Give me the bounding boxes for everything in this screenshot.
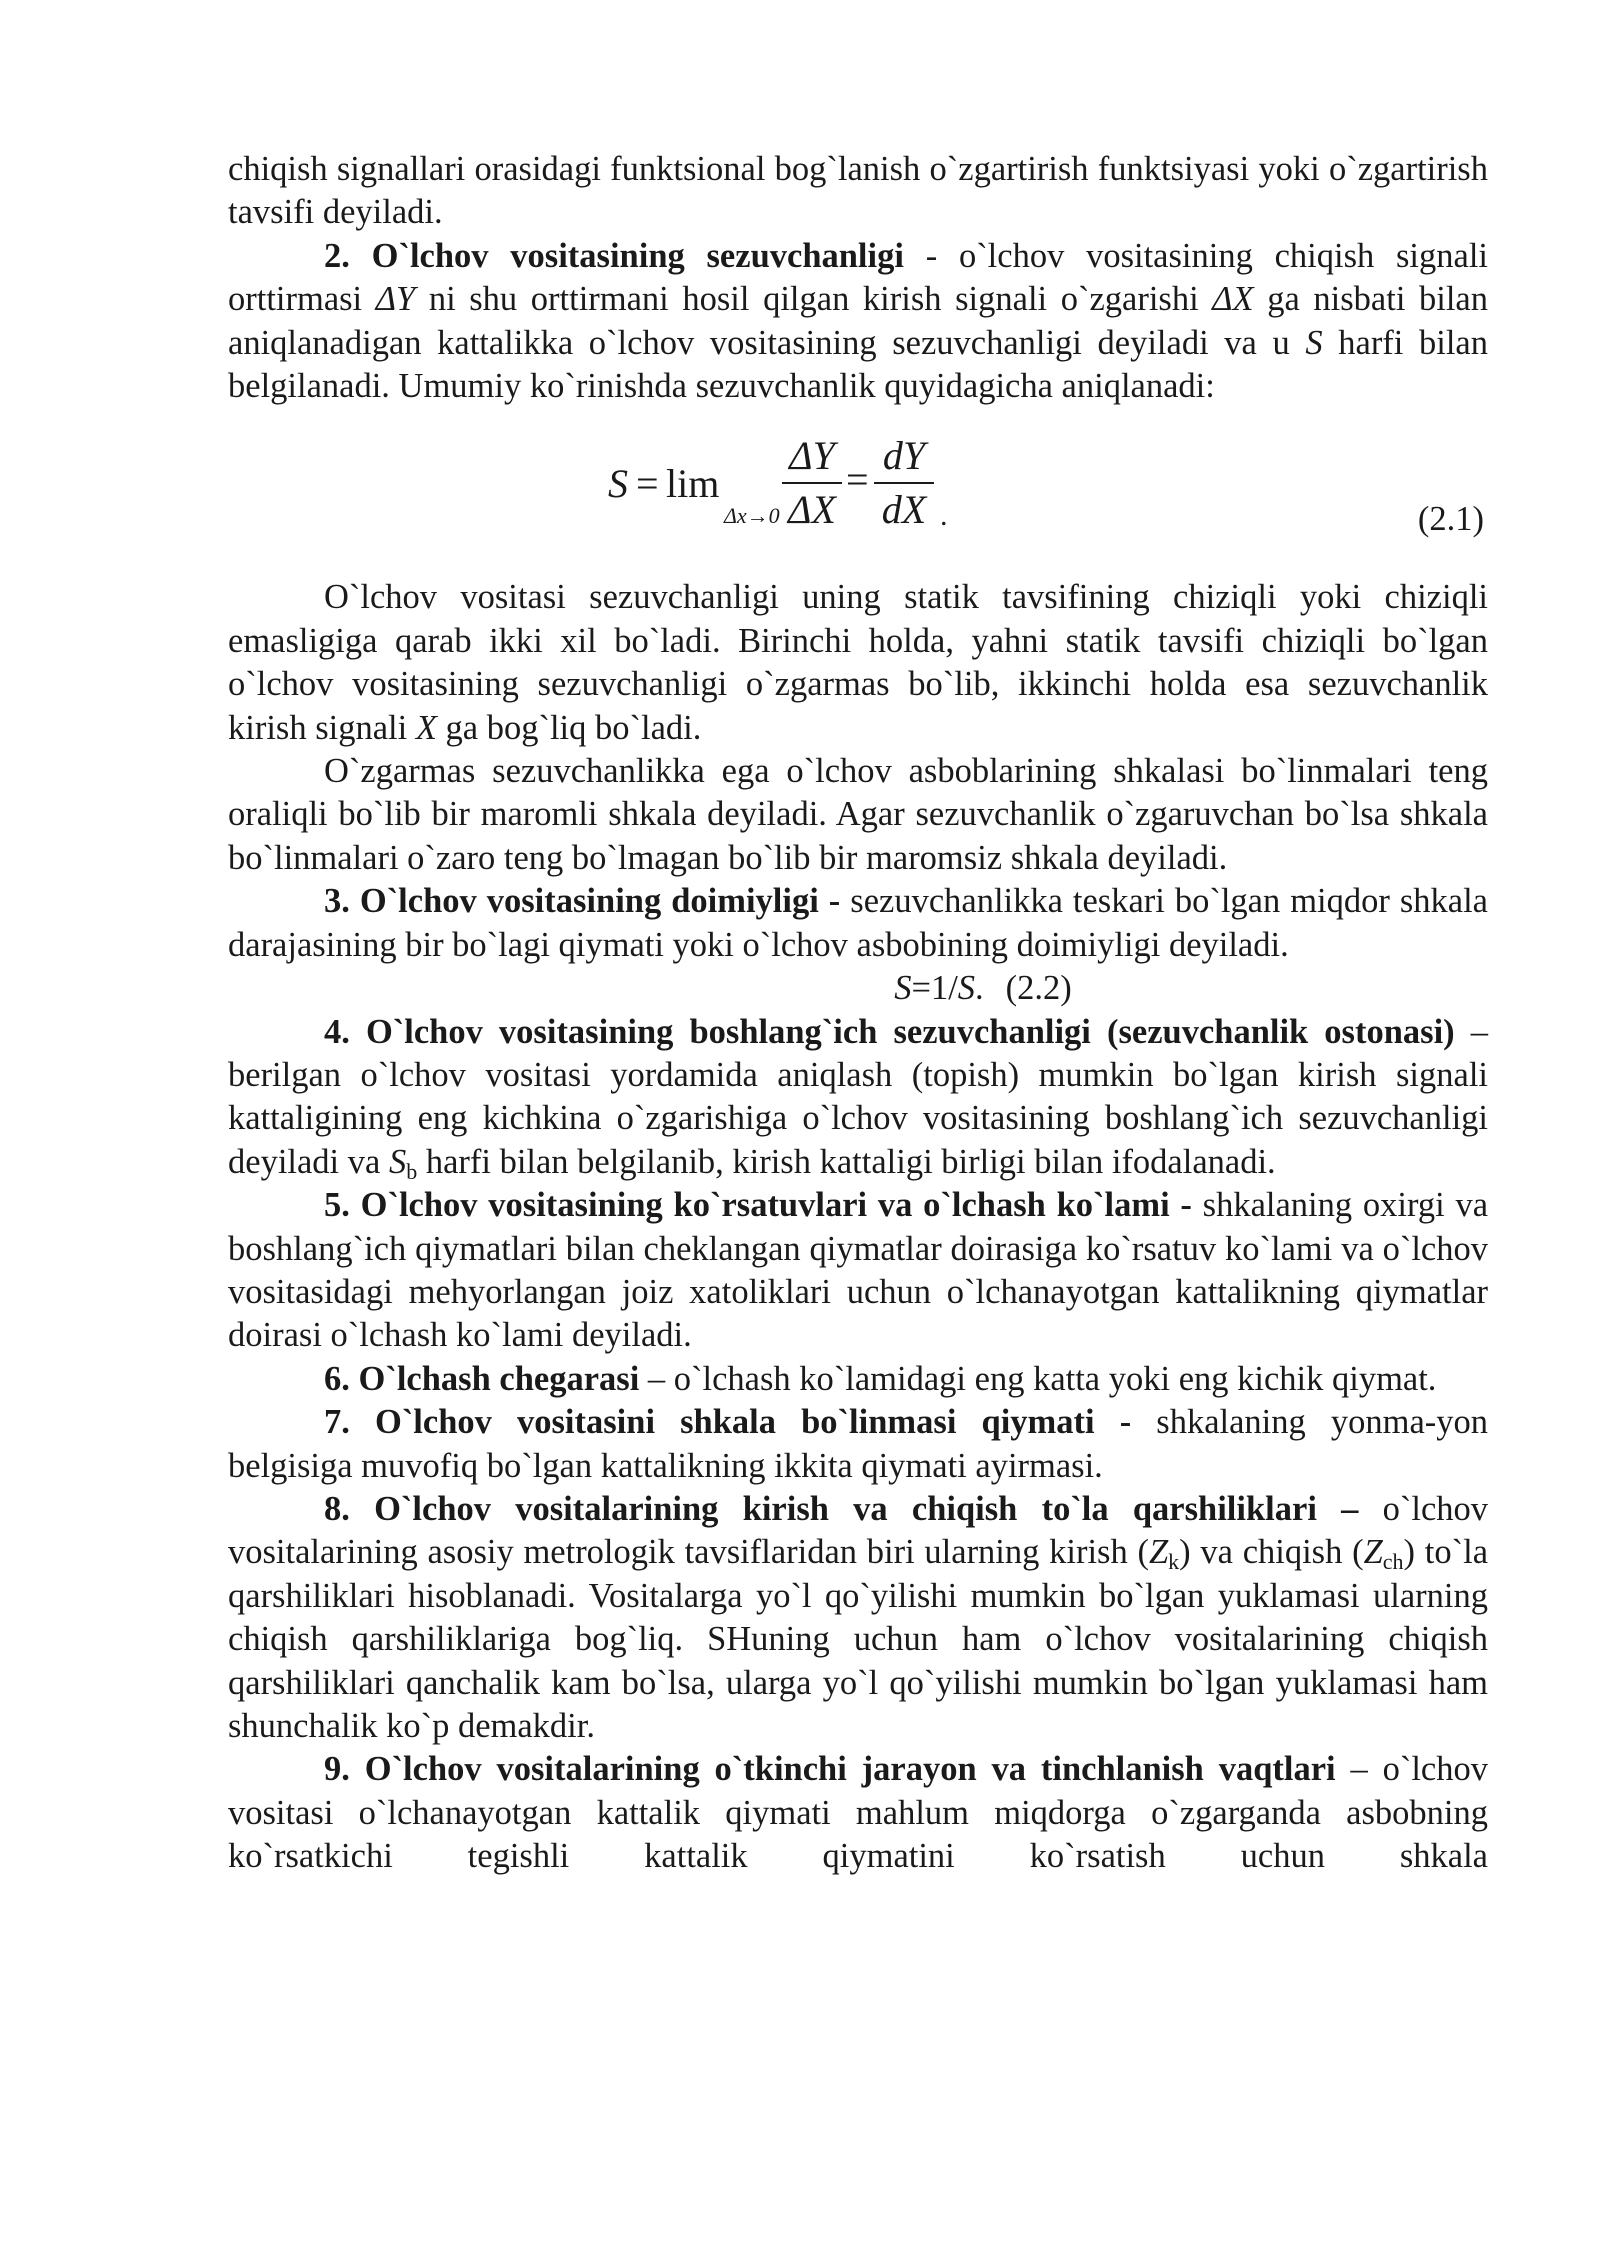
equation-number: (2.1)	[1417, 500, 1484, 539]
paragraph-threshold: 4. O`lchov vositasining boshlang`ich sezuvchanligi (sezuvchanlik ostonasi) – berilgan o`lchov vositasi yordamida aniqlash (topish) mumkin bo`lgan kirish signali kattaligining eng kichkina o`zgarishiga o`lchov vositasining boshlang`ich sezuvchanligi deyiladi va $S_b$ harfi bilan belgilanib, kirish kattaligi birligi bilan ifodalanadi.	[228, 1012, 1488, 1184]
paragraph-impedance: 8. O`lchov vositalarining kirish va chiqish to`la qarshiliklari – o`lchov vositalarining asosiy metrologik tavsiflaridan biri ularning kirish $(Z_k)$ va chiqish $(Z_{ch})$ to`la qarshiliklari hisoblanadi. Vositalarga yo`l qo`yilishi mumkin bo`lgan yuklamasi ularning chiqish qarshiliklariga bog`liq. SHuning uchun ham o`lchov vositalarining chiqish qarshiliklari qanchalik kam bo`lsa, ularga yo`l qo`yilishi mumkin bo`lgan yuklamasi ham shunchalik ko`p demakdir.	[228, 1489, 1489, 1745]
paragraph-range: 5. O`lchov vositasining ko`rsatuvlari va o`lchash ko`lami - shkalaning oxirgi va boshlang`ich qiymatlari bilan cheklangan qiymatlar doirasiga ko`rsatuv ko`lami va o`lchov vositasidagi mehyorlangan joiz xatoliklari uchun o`lchanayotgan kattalikning qiymatlar doirasi o`lchash ko`lami deyiladi.	[228, 1186, 1489, 1355]
document-page	[228, 148, 1488, 1879]
fraction-delta-numerator: ΔY	[789, 433, 835, 479]
fraction-delta	[782, 432, 842, 534]
paragraph-linearity: O`lchov vositasi sezuvchanligi uning statik tavsifining chiziqli yoki chiziqli emasligiga qarab ikki xil bo`ladi. Birinchi holda, yahni statik tavsifi chiziqli bo`lgan o`lchov vositasining sezuvchanligi o`zgarmas bo`lib, ikkinchi holda esa sezuvchanlik kirish signali X ga bog`liq bo`ladi.	[228, 578, 1488, 747]
term-range: 5. O`lchov vositasining ko`rsatuvlari va o`lchash ko`lami -	[324, 1186, 1192, 1225]
paragraph-division: 7. O`lchov vositasini shkala bo`linmasi qiymati - shkalaning yonma-yon belgisiga muvofiq bo`lgan kattalikning ikkita qiymati ayirmasi.	[228, 1403, 1489, 1485]
symbol-delta-x: ΔX	[1212, 280, 1254, 319]
formula-2-1	[228, 428, 1488, 554]
paragraph-constant: 3. O`lchov vositasining doimiyligi - sezuvchanlikka teskari bo`lgan miqdor shkala darajasining bir bo`lagi qiymati yoki o`lchov asbobining doimiyligi deyiladi.	[228, 882, 1488, 964]
symbol-s: S	[1305, 323, 1323, 362]
fraction-delta-denominator: ΔX	[788, 487, 836, 533]
symbol-x: X	[415, 708, 437, 747]
term-division: 7. O`lchov vositasini shkala bo`linmasi qiymati -	[324, 1403, 1132, 1442]
paragraph-transient: 9. O`lchov vositalarining o`tkinchi jarayon va tinchlanish vaqtlari – o`lchov vositasi o`lchanayotgan kattalik qiymati mahlum miqdorga o`zgarganda asbobning ko`rsatkichi tegishli kattalik qiymatini ko`rsatish uchun shkala	[228, 1750, 1488, 1876]
term-impedance: 8. O`lchov vositalarining kirish va chiqish to`la qarshiliklari –	[324, 1489, 1359, 1528]
paragraph-sensitivity: 2. O`lchov vositasining sezuvchanligi - o`lchov vositasining chiqish signali orttirmasi ΔY ni shu orttirmani hosil qilgan kirish signali o`zgarishi ΔX ga nisbati bilan aniqlanadigan kattalikka o`lchov vositasining sezuvchanligi deyiladi va u S harfi bilan belgilanadi. Umumiy ko`rinishda sezuvchanlik quyidagicha aniqlanadi:	[228, 236, 1488, 406]
formula-equals: =	[636, 461, 659, 507]
symbol-delta-y: ΔY	[375, 280, 416, 319]
paragraph-limit: 6. O`lchash chegarasi – o`lchash ko`lamidagi eng katta yoki eng kichik qiymat.	[324, 1359, 1437, 1398]
term-limit: 6. O`lchash chegarasi	[324, 1359, 640, 1398]
equation-number: (2.2)	[1005, 969, 1072, 1008]
fraction-bar	[782, 482, 842, 484]
term-transient: 9. O`lchov vositalarining o`tkinchi jarayon va tinchlanish vaqtlari	[324, 1750, 1336, 1789]
term-threshold: 4. O`lchov vositasining boshlang`ich sezuvchanligi (sezuvchanlik ostonasi)	[324, 1012, 1455, 1051]
formula-2-2: S=1/S. (2.2)	[894, 969, 1072, 1008]
term-sensitivity: 2. O`lchov vositasining sezuvchanligi	[324, 236, 904, 275]
formula-equals-2: =	[846, 457, 869, 503]
fraction-derivative	[874, 432, 934, 534]
symbol-sb: S	[388, 1142, 407, 1181]
paragraph-scale: O`zgarmas sezuvchanlikka ega o`lchov asboblarining shkalasi bo`linmalari teng oraliqli bo`lib bir maromli shkala deyiladi. Agar sezuvchanlik o`zgaruvchan bo`lsa shkala bo`linmalari o`zaro teng bo`lmagan bo`lib bir maromsiz shkala deyiladi.	[228, 752, 1488, 877]
fraction-derivative-numerator: dY	[882, 433, 926, 479]
formula-lim: lim	[666, 461, 720, 507]
fraction-bar	[874, 482, 934, 484]
formula-lhs: S	[608, 461, 628, 507]
formula-lim-subscript: Δx→0	[724, 503, 780, 529]
paragraph-continuation: chiqish signallari orasidagi funktsional bog`lanish o`zgartirish funktsiyasi yoki o`zgartirish tavsifi deyiladi.	[228, 150, 1488, 232]
term-constant: 3. O`lchov vositasining doimiyligi -	[324, 882, 841, 921]
formula-period: .	[940, 499, 948, 533]
fraction-derivative-denominator: dX	[881, 487, 927, 533]
